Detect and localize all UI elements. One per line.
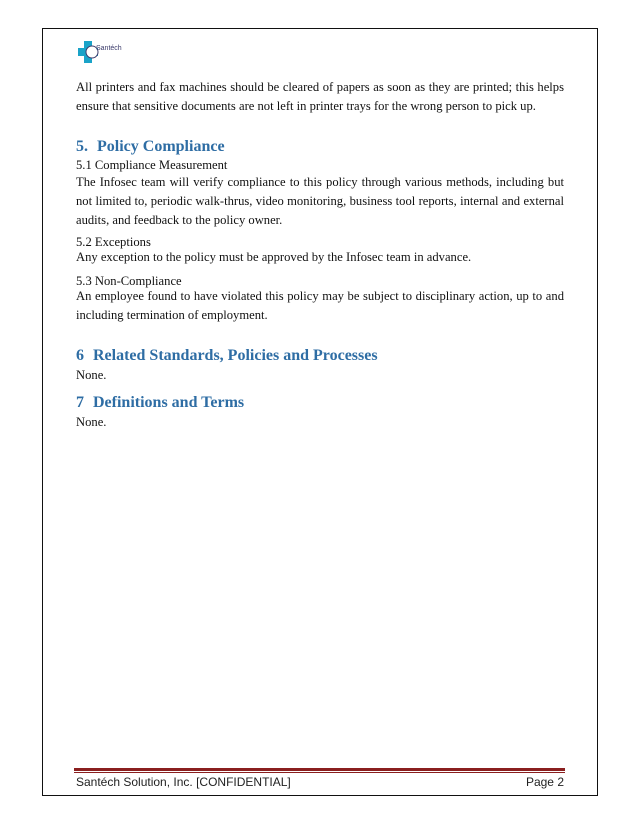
subsection-5-3-body: An employee found to have violated this policy may be subject to disciplinary action, up to and including termination of employment. [76, 289, 564, 322]
logo-text: Santéch [96, 45, 122, 52]
section-5-heading [76, 138, 225, 156]
footer-rule [74, 768, 565, 771]
footer-rule-thin [74, 772, 565, 773]
subsection-5-2-title: 5.2 Exceptions [76, 235, 151, 249]
intro-paragraph: All printers and fax machines should be cleared of papers as soon as they are printed; this helps ensure that sensitive documents are not left in printer trays for the wrong person to pick up. [76, 80, 564, 113]
section-5-title: Policy Compliance [97, 138, 225, 155]
subsection-5-2-body: Any exception to the policy must be approved by the Infosec team in advance. [76, 250, 472, 264]
section-7-heading [76, 394, 244, 412]
section-6-number: 6 [76, 347, 84, 364]
footer-company: Santéch Solution, Inc. [CONFIDENTIAL] [76, 775, 291, 789]
section-7-title: Definitions and Terms [93, 394, 245, 411]
subsection-5-1-title: 5.1 Compliance Measurement [76, 158, 228, 172]
section-6-heading [76, 347, 378, 365]
section-6-title: Related Standards, Policies and Processes [93, 347, 378, 364]
section-7-body: None. [76, 415, 107, 429]
subsection-5-3-title: 5.3 Non-Compliance [76, 274, 182, 288]
section-7-number: 7 [76, 394, 84, 411]
footer-page-number: Page 2 [525, 775, 564, 789]
subsection-5-1-body: The Infosec team will verify compliance to this policy through various methods, including but not limited to, periodic walk-thrus, video monitoring, business tool reports, internal and external audits, and feedback to the policy owner. [76, 175, 564, 227]
section-5-number: 5. [76, 138, 88, 155]
section-6-body: None. [76, 368, 107, 382]
